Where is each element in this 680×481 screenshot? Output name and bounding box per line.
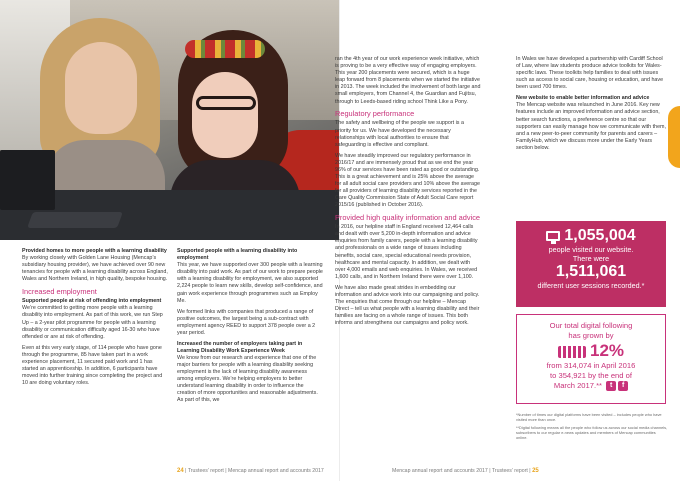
stat-visitors-row <box>516 227 666 245</box>
right-column-1 <box>335 56 481 331</box>
paragraph-campaigning: We have also made great strides in embedding our information and advice work into our campaigning and policy. The enquiries that come through our helpline – Mencap Direct – tell us what people with a learning disability and their families are facing on a whole range of issues. This both informs and strengthens our campaigns and policy work. <box>335 284 480 327</box>
paragraph-homes: By working closely with Golden Lane Housing (Mencap’s subsidiary housing provider), we have achieved over 90 new tenancies for people with a learning disability across England, Wales and Northern Ireland, in high quality, bespoke housing. <box>22 255 168 283</box>
footnote-2: **Digital following means all the people who follow us across our social media channels, subscribers to our regular e-news updates and members of Mencap communities online. <box>516 425 668 440</box>
paragraph-safety: The safety and wellbeing of the people we support is a priority for us. We have developed the necessary relationships with local authorities to ensure that safeguarding is effective and compliant. <box>335 120 464 148</box>
footer-title-right: Mencap annual report and accounts 2017 <box>392 468 488 474</box>
heading-new-website: New website to enable better information and advice <box>516 95 650 102</box>
right-footer: Mencap annual report and accounts 2017 | Trustees’ report | 25 <box>392 468 539 474</box>
paragraph-new-website: The Mencap website was relaunched in June 2016. Key new features include an improved information and advice section, better search functions, a preference centre so that our supporters can easily manage how we communicate with them, and a new peer-to-peer community for parents and carers – FamilyHub, which we discuss more under the Early Years section below. <box>516 102 666 151</box>
stat-visitors-label: people visited our website. <box>548 245 634 254</box>
right-page <box>335 0 680 481</box>
paragraph-employment-support: This year, we have supported over 300 people with a learning disability into paid work. As part of our work to prepare people with a learning disability for employment, we also supported 2,224 people to learn new skills, develop self-confidence, and gain work experience through programmes such as Employ Me. <box>177 262 323 304</box>
footer-section-right: Trustees’ report <box>491 468 528 474</box>
stat-digital-line-5: March 2017.** <box>553 381 602 390</box>
footnotes <box>516 412 668 443</box>
heading-employment-support: Supported people with a learning disability into employment <box>177 248 298 262</box>
stat-sessions-label: different user sessions recorded.* <box>537 281 645 290</box>
subheading-employment: Increased employment <box>22 287 97 297</box>
stat-box-website <box>516 221 666 307</box>
heading-offending: Supported people at risk of offending into employment <box>22 298 162 305</box>
stat-there-were: There were <box>572 254 610 263</box>
paragraph-helpline: In 2016, our helpline staff in England received 12,464 calls and dealt with over 5,200 in-depth information and advice enquiries from family carers, people with a learning disability and professionals on a wide range of issues including benefits, social care, special educational needs provision, healthcare and mental capacity. In addition, we dealt with over 4,000 emails and web enquiries. In Wales, we received 1,600 calls, and in Northern Ireland there were over 1,100. <box>335 224 478 280</box>
footnote-1: *Number of times our digital platforms have been visited – includes people who have visited more than once. <box>516 412 662 422</box>
heading-work-experience-week: Increased the number of employers taking part in Learning Disability Work Experience Week <box>177 340 303 354</box>
paragraph-wales-toolkits: In Wales we have developed a partnership with Cardiff School of Law, where law students produce advice toolkits for Wales-specific laws. These toolkits help families to deal with issues such as access to social care, housing or education, and have been used 700 times. <box>516 56 664 91</box>
section-tab <box>668 106 680 168</box>
people-icon <box>558 346 586 358</box>
stat-box-digital-following <box>516 314 666 404</box>
twitter-icon: t <box>606 381 616 391</box>
paragraph-work-experience-cont: ran the 4th year of our work experience week initiative, which is proving to be a very effective way of engaging employers. This year 200 placements were secured, which is a huge leap forward from 8 placements when we started the initiative in 2013. The week included the involvement of both large and small employers, from Channel 4, the Guardian and Fujitsu, through to Leeds-based riding school Think Like a Pony. <box>335 56 481 105</box>
stat-digital-line-1: Our total digital following <box>549 321 633 330</box>
stat-digital-line-5-row <box>517 381 665 391</box>
stat-visitors-value: 1,055,004 <box>564 227 636 244</box>
photo-two-women-at-computer <box>0 0 340 240</box>
right-column-2 <box>516 56 666 156</box>
subheading-information: Provided high quality information and advice <box>335 213 481 223</box>
stat-digital-line-3: from 314,074 in April 2016 <box>546 361 636 370</box>
heading-homes: Provided homes to more people with a learning disability <box>22 248 167 254</box>
paragraph-regulatory: We have steadily improved our regulatory performance in 2016/17 and are immensely proud that as we end the year 96% of our services have been rated as good or outstanding. This is a great achievement and is 25% above the average for all adult social care providers and 10% above the average for all providers of learning disability services reported in the Care Quality Commission State of Adult Social Care report 2015/16 (published in October 2016). <box>335 152 480 209</box>
left-footer: 24 | Trustees’ report | Mencap annual report and accounts 2017 <box>177 468 324 474</box>
left-column-2 <box>177 248 323 408</box>
paragraph-reed: We formed links with companies that produced a range of positive outcomes, the largest being a sub-contract with employment agency REED to support 378 people over a 2 year period. <box>177 308 316 336</box>
stat-percent-row <box>517 341 665 361</box>
computer-screen-icon <box>546 231 560 241</box>
page-number-right: 25 <box>532 468 539 474</box>
stat-sessions-value: 1,511,061 <box>555 263 627 280</box>
footer-title-left: Mencap annual report and accounts 2017 <box>228 468 324 474</box>
left-column-1 <box>22 248 168 391</box>
paragraph-step-up-results: Even at this very early stage, of 114 people who have gone through the programme, 85 have taken part in a work experience placement, 11 secured paid work and 1 has started an apprenticeship. In addition, 6 participants have moved into further training since completing the project and 10 are doing voluntary roles. <box>22 344 163 387</box>
paragraph-work-experience: We know from our research and experience that one of the major barriers for people with a learning disability seeking employment is the lack of learning disability awareness among employers. We’re helping employers to better understand learning disability in order to influence the creation of more opportunities and reasonable adjustments. As part of this, we <box>177 354 318 404</box>
paragraph-step-up: We’re committed to getting more people with a learning disability into employment. As part of this work, we run Step Up – a 2-year pilot programme for people with a learning disability or communication difficulty aged 16-30 who have offended or are at risk of offending. <box>22 305 163 340</box>
page-number-left: 24 <box>177 468 184 474</box>
stat-percent: 12% <box>589 341 625 360</box>
stat-digital-line-4: to 354,921 by the end of <box>550 371 632 380</box>
subheading-regulatory: Regulatory performance <box>335 109 415 119</box>
footer-section-left: Trustees’ report <box>187 468 224 474</box>
stat-digital-line-2: has grown by <box>568 331 614 340</box>
facebook-icon: f <box>618 381 628 391</box>
